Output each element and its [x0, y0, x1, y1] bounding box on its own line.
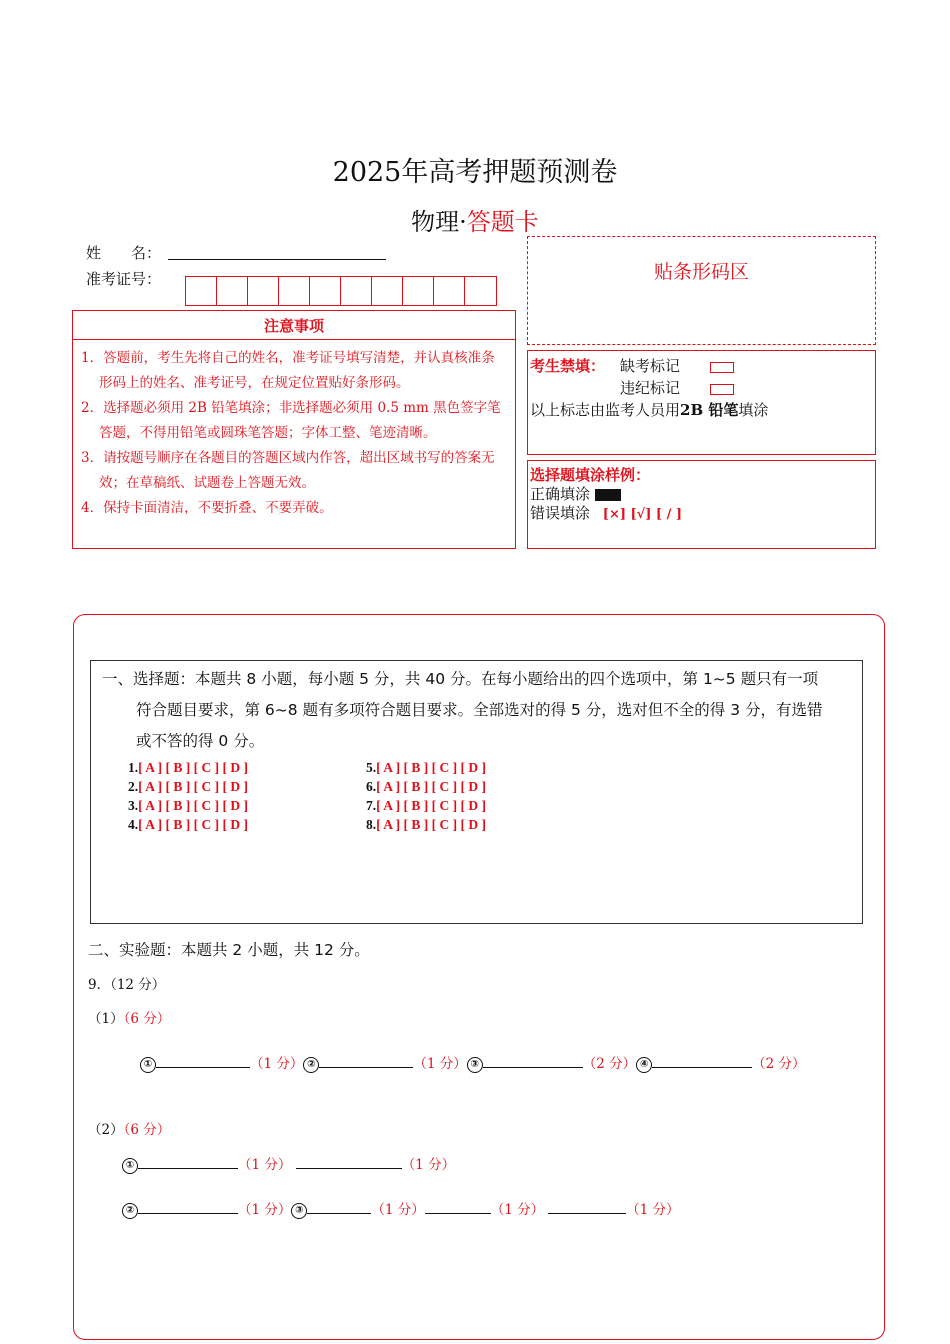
choice-number: 1. [128, 760, 139, 775]
absent-mark-box[interactable] [710, 362, 734, 373]
part-2-answers-row-2 [122, 1198, 680, 1219]
choice-row[interactable] [366, 777, 486, 796]
points-label: （2 分） [752, 1056, 806, 1072]
id-digit-box[interactable] [403, 277, 434, 305]
correct-row [530, 483, 621, 504]
choice-options[interactable]: [ A ] [ B ] [ C ] [ D ] [376, 798, 486, 813]
notice-box [72, 340, 516, 549]
choice-options[interactable]: [ A ] [ B ] [ C ] [ D ] [376, 760, 486, 775]
answer-blank[interactable] [548, 1199, 626, 1214]
points-label: （1 分） [371, 1202, 425, 1218]
id-digit-box[interactable] [217, 277, 248, 305]
wrong-marks: [×] [√] [ / ] [602, 507, 682, 522]
choice-options[interactable]: [ A ] [ B ] [ C ] [ D ] [376, 779, 486, 794]
part-2-label [88, 1118, 170, 1138]
answer-blank[interactable] [307, 1199, 371, 1214]
id-digit-box[interactable] [186, 277, 217, 305]
id-digit-box[interactable] [434, 277, 465, 305]
points-label: （1 分） [250, 1056, 304, 1072]
note-bold: 2B 铅笔 [680, 401, 739, 419]
choice-options[interactable]: [ A ] [ B ] [ C ] [ D ] [138, 817, 248, 832]
violation-row [620, 377, 734, 398]
absent-label: 缺考标记 [620, 357, 681, 375]
part-points: （6 分） [123, 1122, 171, 1138]
subtitle-subject: 物理· [411, 208, 467, 236]
violation-label: 违纪标记 [620, 379, 681, 397]
choice-row[interactable] [128, 777, 248, 796]
fill-example-box [527, 460, 876, 549]
choice-row[interactable] [366, 758, 486, 777]
barcode-area [527, 236, 876, 345]
choice-number: 7. [366, 798, 377, 813]
points-label: （2 分） [582, 1056, 637, 1072]
part-1-answers [140, 1052, 806, 1073]
id-digit-box[interactable] [341, 277, 372, 305]
answer-blank[interactable] [319, 1053, 413, 1068]
forbidden-box [527, 350, 876, 455]
choice-row[interactable] [128, 796, 248, 815]
choice-row[interactable] [128, 815, 248, 834]
name-label: 姓 名： [86, 244, 162, 262]
id-digit-box[interactable] [310, 277, 341, 305]
notice-item: 3．请按题号顺序在各题目的答题区域内作答，超出区域书写的答案无效；在草稿纸、试题卷上答题无效。 [81, 450, 495, 491]
choice-number: 2. [128, 779, 139, 794]
absent-row [620, 355, 734, 376]
circled-4-icon: ④ [636, 1057, 652, 1073]
choice-row[interactable] [366, 796, 486, 815]
answer-blank[interactable] [138, 1154, 238, 1169]
choice-row[interactable] [366, 815, 486, 834]
instruction-line: 符合题目要求，第 6~8 题有多项符合题目要求。全部选对的得 5 分，选对但不全的得 3 分，有选错 [136, 701, 823, 719]
part-points: （6 分） [123, 1011, 171, 1027]
barcode-label: 贴条形码区 [653, 261, 749, 283]
choice-row[interactable] [128, 758, 248, 777]
name-field[interactable] [168, 259, 386, 260]
answer-blank[interactable] [296, 1154, 402, 1169]
choice-instructions [102, 664, 854, 757]
wrong-row [530, 502, 682, 523]
notice-item: 1．答题前，考生先将自己的姓名，准考证号填写清楚，并认真核准条形码上的姓名、准考证号，在规定位置贴好条形码。 [81, 350, 495, 391]
answer-blank[interactable] [156, 1053, 250, 1068]
points-label: （1 分） [413, 1056, 467, 1072]
points-label: （1 分） [401, 1157, 456, 1173]
subtitle-answer-card: 答题卡 [466, 208, 539, 236]
circled-2-icon: ② [303, 1057, 319, 1073]
part-label: （2） [88, 1122, 124, 1138]
fill-example-label: 选择题填涂样例： [530, 466, 651, 484]
circled-3-icon: ③ [467, 1057, 483, 1073]
question-9-label: 9．（12 分） [88, 977, 166, 993]
filled-mark-icon [595, 489, 621, 501]
violation-mark-box[interactable] [710, 384, 734, 395]
instruction-line: 或不答的得 0 分。 [136, 732, 265, 750]
part-label: （1） [88, 1011, 124, 1027]
forbidden-label: 考生禁填： [530, 357, 606, 375]
experiment-heading: 二、实验题：本题共 2 小题，共 12 分。 [88, 941, 370, 959]
id-digit-box[interactable] [248, 277, 279, 305]
note-prefix: 以上标志由监考人员用 [530, 401, 681, 419]
notice-item: 4．保持卡面清洁，不要折叠、不要弄破。 [81, 500, 333, 516]
choice-number: 8. [366, 817, 377, 832]
part-2-answers-row-1 [122, 1153, 455, 1174]
wrong-label: 错误填涂 [530, 504, 591, 522]
points-label: （1 分） [238, 1202, 292, 1218]
choice-options[interactable]: [ A ] [ B ] [ C ] [ D ] [138, 779, 248, 794]
id-number-boxes[interactable] [185, 276, 497, 306]
circled-2-icon: ② [122, 1203, 138, 1219]
id-digit-box[interactable] [372, 277, 403, 305]
forbidden-note [530, 399, 768, 420]
answer-blank[interactable] [652, 1053, 752, 1068]
answer-blank[interactable] [138, 1199, 238, 1214]
part-1-label [88, 1007, 170, 1027]
id-digit-box[interactable] [465, 277, 496, 305]
answer-blank[interactable] [425, 1199, 491, 1214]
choice-column-1 [128, 758, 248, 834]
id-digit-box[interactable] [279, 277, 310, 305]
page-title: 2025年高考押题预测卷 [332, 157, 618, 188]
choice-number: 3. [128, 798, 139, 813]
choice-number: 4. [128, 817, 139, 832]
correct-label: 正确填涂 [530, 485, 591, 503]
circled-1-icon: ① [140, 1057, 156, 1073]
circled-3-icon: ③ [291, 1203, 307, 1219]
notice-item: 2．选择题必须用 2B 铅笔填涂；非选择题必须用 0.5 mm 黑色签字笔答题，不得用铅笔或圆珠笔答题；字体工整、笔迹清晰。 [81, 400, 501, 441]
choice-options[interactable]: [ A ] [ B ] [ C ] [ D ] [376, 817, 486, 832]
choice-options[interactable]: [ A ] [ B ] [ C ] [ D ] [138, 798, 248, 813]
points-label: （1 分） [490, 1202, 545, 1218]
instruction-line: 一、选择题：本题共 8 小题，每小题 5 分，共 40 分。在每小题给出的四个选项中，第 1~5 题只有一项 [102, 670, 819, 688]
notice-heading: 注意事项 [72, 310, 516, 340]
choice-options[interactable]: [ A ] [ B ] [ C ] [ D ] [138, 760, 248, 775]
circled-1-icon: ① [122, 1158, 138, 1174]
id-label: 准考证号： [86, 270, 162, 288]
points-label: （1 分） [626, 1202, 680, 1218]
page-subtitle [0, 202, 950, 237]
note-suffix: 填涂 [738, 401, 769, 419]
points-label: （1 分） [238, 1157, 292, 1173]
choice-number: 6. [366, 779, 377, 794]
answer-blank[interactable] [483, 1053, 583, 1068]
choice-column-2 [366, 758, 486, 834]
choice-number: 5. [366, 760, 377, 775]
